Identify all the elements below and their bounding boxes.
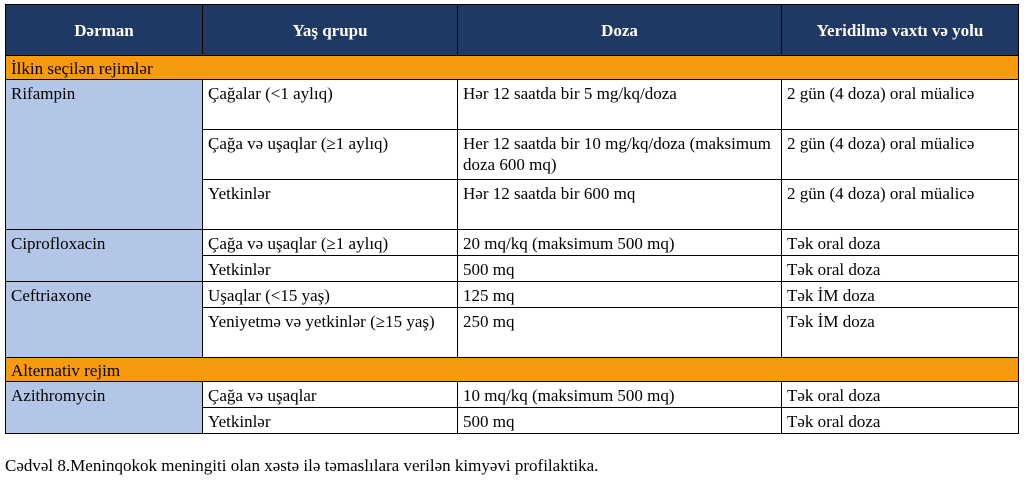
header-dose: Doza xyxy=(458,5,782,56)
dose-cell: 20 mq/kq (maksimum 500 mq) xyxy=(458,230,782,256)
section-title: Alternativ rejim xyxy=(6,358,1019,382)
dose-cell: 125 mq xyxy=(458,282,782,308)
dose-cell: Hər 12 saatda bir 5 mg/kq/doza xyxy=(458,80,782,130)
dose-cell: 500 mq xyxy=(458,256,782,282)
age-group-cell: Çağa və uşaqlar (≥1 aylıq) xyxy=(203,130,458,180)
route-cell: 2 gün (4 doza) oral müalicə xyxy=(782,80,1019,130)
table-row xyxy=(6,282,1019,308)
header-route: Yeridilmə vaxtı və yolu xyxy=(782,5,1019,56)
table-row xyxy=(6,382,1019,408)
age-group-cell: Çağa və uşaqlar xyxy=(203,382,458,408)
route-cell: Tək İM doza xyxy=(782,282,1019,308)
table-header-row xyxy=(6,5,1019,56)
header-age-group: Yaş qrupu xyxy=(203,5,458,56)
table-caption: Cədvəl 8.Meninqokok meningiti olan xəstə ilə təmaslılara verilən kimyəvi profilaktika. xyxy=(5,456,599,475)
age-group-cell: Yetkinlər xyxy=(203,256,458,282)
section-row xyxy=(6,358,1019,382)
route-cell: 2 gün (4 doza) oral müalicə xyxy=(782,180,1019,230)
age-group-cell: Yetkinlər xyxy=(203,180,458,230)
table-row xyxy=(6,80,1019,130)
age-group-cell: Yeniyetmə və yetkinlər (≥15 yaş) xyxy=(203,308,458,358)
section-title: İlkin seçilən rejimlər xyxy=(6,56,1019,80)
dose-cell: 500 mq xyxy=(458,408,782,434)
dose-cell: 10 mq/kq (maksimum 500 mq) xyxy=(458,382,782,408)
prophylaxis-table xyxy=(5,4,1019,434)
drug-name: Ceftriaxone xyxy=(6,282,203,358)
age-group-cell: Çağalar (<1 aylıq) xyxy=(203,80,458,130)
route-cell: Tək İM doza xyxy=(782,308,1019,358)
drug-name: Rifampin xyxy=(6,80,203,230)
age-group-cell: Çağa və uşaqlar (≥1 aylıq) xyxy=(203,230,458,256)
drug-name: Azithromycin xyxy=(6,382,203,434)
table-row xyxy=(6,230,1019,256)
dose-cell: Hər 12 saatda bir 600 mq xyxy=(458,180,782,230)
section-row xyxy=(6,56,1019,80)
age-group-cell: Uşaqlar (<15 yaş) xyxy=(203,282,458,308)
dose-cell: 250 mq xyxy=(458,308,782,358)
route-cell: Tək oral doza xyxy=(782,408,1019,434)
route-cell: Tək oral doza xyxy=(782,256,1019,282)
drug-name: Ciprofloxacin xyxy=(6,230,203,282)
route-cell: Tək oral doza xyxy=(782,382,1019,408)
route-cell: 2 gün (4 doza) oral müalicə xyxy=(782,130,1019,180)
age-group-cell: Yetkinlər xyxy=(203,408,458,434)
route-cell: Tək oral doza xyxy=(782,230,1019,256)
header-drug: Dərman xyxy=(6,5,203,56)
dose-cell: Her 12 saatda bir 10 mg/kq/doza (maksimum doza 600 mq) xyxy=(458,130,782,180)
